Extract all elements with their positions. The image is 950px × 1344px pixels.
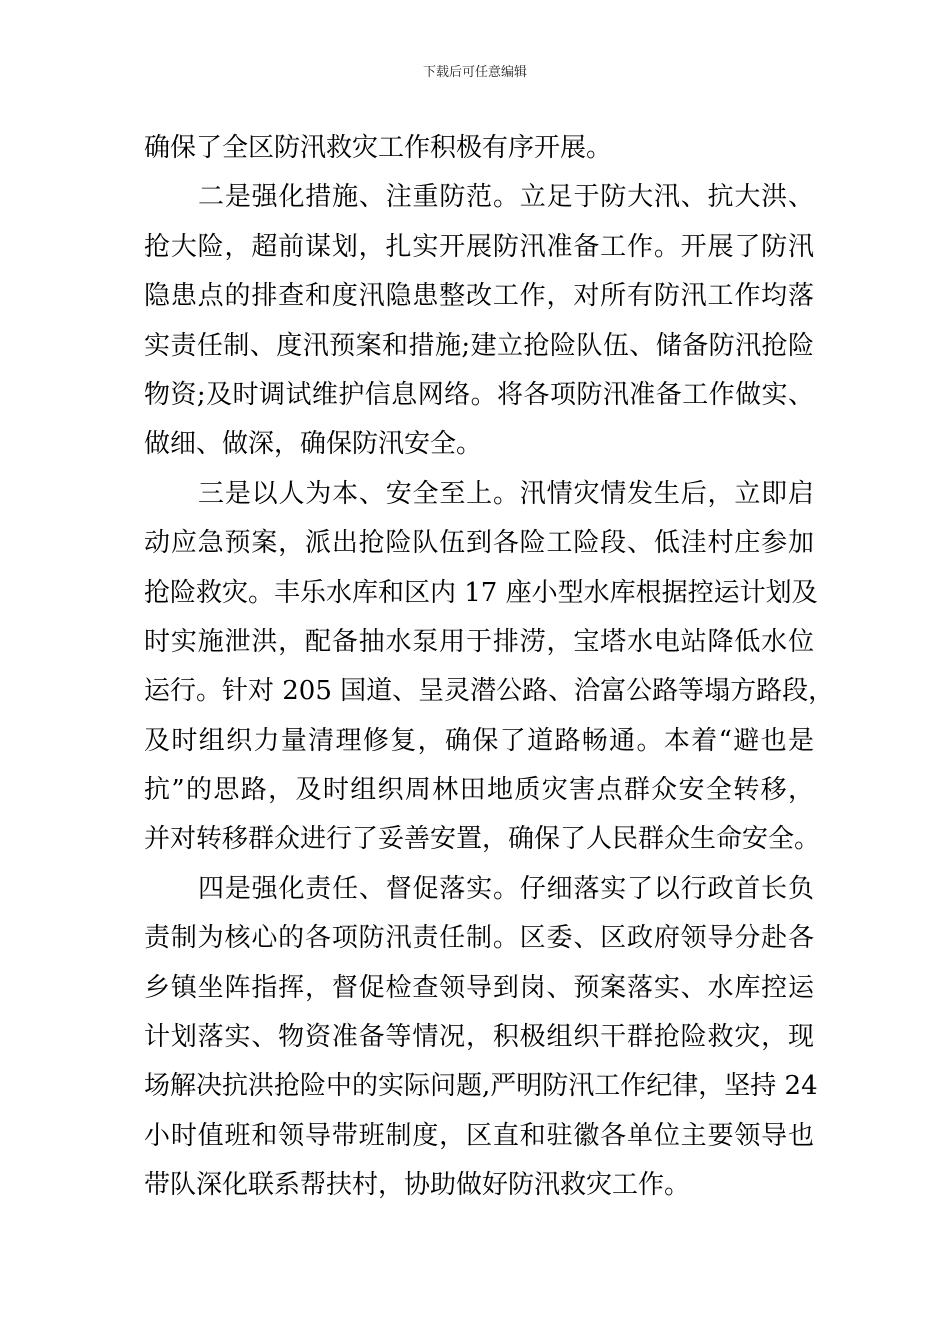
text-line: 运行。针对 205 国道、呈灵潜公路、洽富公路等塌方路段， bbox=[144, 676, 835, 707]
text-line: 抗”的思路，及时组织周林田地质灾害点群众安全转移， bbox=[144, 775, 814, 806]
text-line: 物资;及时调试维护信息网络。将各项防汛准备工作做实、 bbox=[144, 379, 814, 410]
text-line: 做细、做深，确保防汛安全。 bbox=[144, 429, 483, 460]
paragraph-first-line: 三是以人为本、安全至上。汛情灾情发生后，立即启 bbox=[198, 478, 814, 509]
text-line: 抢险救灾。丰乐水库和区内 17 座小型水库根据控运计划及 bbox=[144, 577, 818, 608]
text-line: 及时组织力量清理修复，确保了道路畅通。本着“避也是 bbox=[144, 725, 814, 756]
text-line: 动应急预案，派出抢险队伍到各险工险段、低洼村庄参加 bbox=[144, 528, 814, 559]
text-line: 抢大险，超前谋划，扎实开展防汛准备工作。开展了防汛 bbox=[144, 231, 814, 262]
text-line: 场解决抗洪抢险中的实际问题,严明防汛工作纪律，坚持 24 bbox=[144, 1071, 818, 1102]
page-header: 下载后可任意编辑 bbox=[422, 65, 527, 80]
paragraph-first-line: 二是强化措施、注重防范。立足于防大汛、抗大洪、 bbox=[198, 182, 814, 213]
text-line: 带队深化联系帮扶村，协助做好防汛救灾工作。 bbox=[144, 1170, 691, 1201]
text-line: 小时值班和领导带班制度，区直和驻徽各单位主要领导也 bbox=[144, 1120, 814, 1151]
text-line: 实责任制、度汛预案和措施;建立抢险队伍、储备防汛抢险 bbox=[144, 330, 814, 361]
text-line: 时实施泄洪，配备抽水泵用于排涝，宝塔水电站降低水位 bbox=[144, 626, 814, 657]
text-line: 隐患点的排查和度汛隐患整改工作，对所有防汛工作均落 bbox=[144, 281, 814, 312]
text-line: 计划落实、物资准备等情况，积极组织干群抢险救灾，现 bbox=[144, 1022, 814, 1053]
paragraph-first-line: 四是强化责任、督促落实。仔细落实了以行政首长负 bbox=[198, 873, 814, 904]
text-line: 乡镇坐阵指挥，督促检查领导到岗、预案落实、水库控运 bbox=[144, 972, 814, 1003]
text-line: 责制为核心的各项防汛责任制。区委、区政府领导分赴各 bbox=[144, 923, 814, 954]
text-line: 确保了全区防汛救灾工作积极有序开展。 bbox=[144, 133, 613, 163]
text-line: 并对转移群众进行了妥善安置，确保了人民群众生命安全。 bbox=[144, 824, 821, 855]
document-body bbox=[144, 124, 835, 1211]
